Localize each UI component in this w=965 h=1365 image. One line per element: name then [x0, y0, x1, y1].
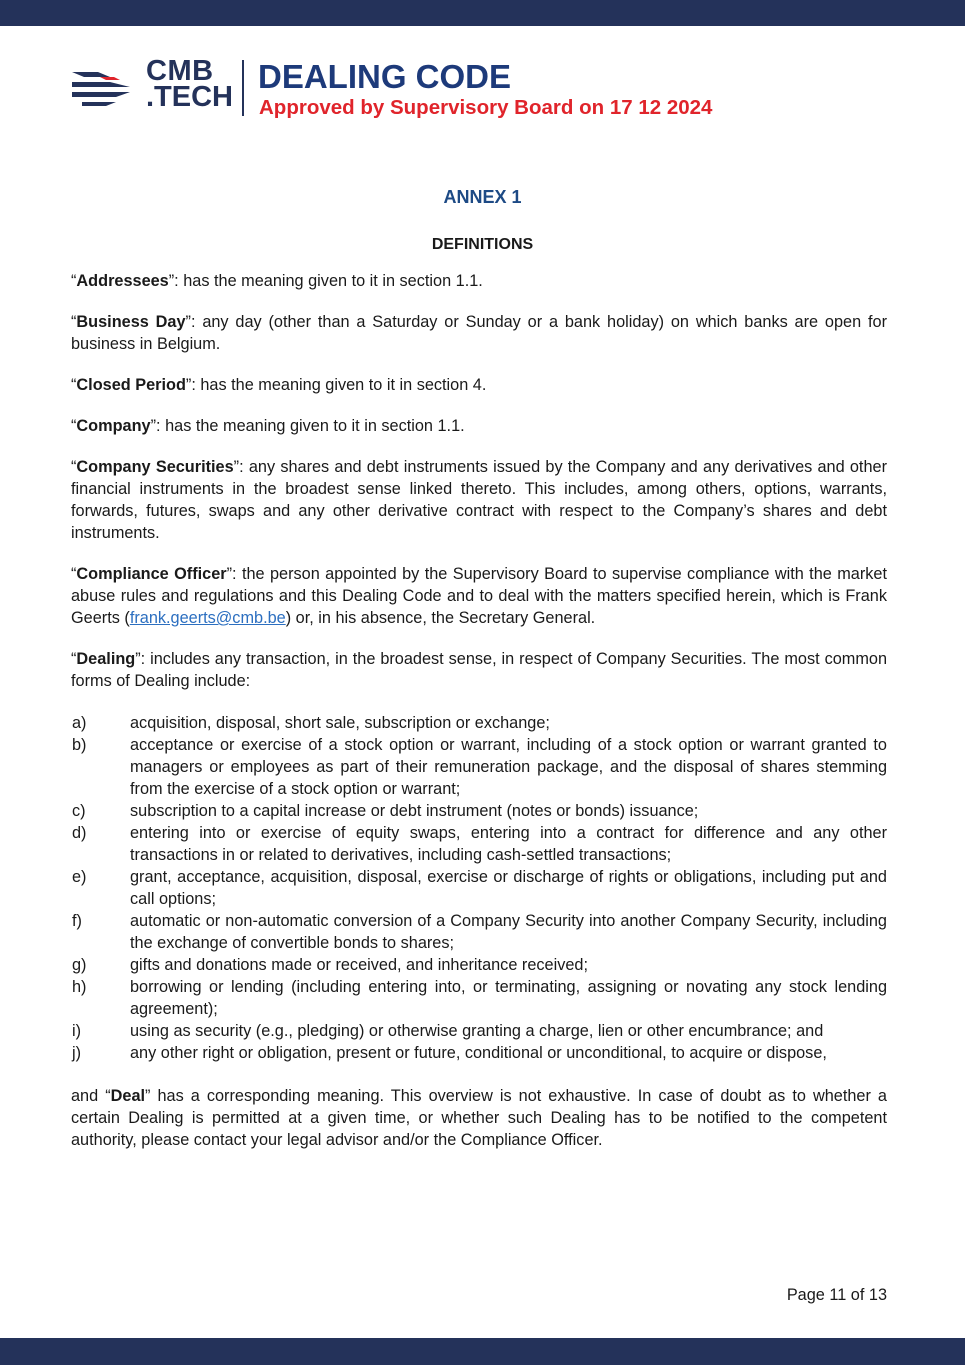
list-item: g) gifts and donations made or received, and inheritance received; — [72, 956, 588, 974]
term: Addressees — [76, 272, 169, 290]
list-marker: i) — [72, 1022, 82, 1040]
annex-title: ANNEX 1 — [443, 187, 522, 207]
compliance-officer-email-link[interactable]: frank.geerts@cmb.be — [129, 609, 286, 627]
logo-wordmark — [146, 55, 233, 113]
top-band — [0, 0, 965, 26]
term: Closed Period — [76, 376, 186, 394]
header-divider — [242, 60, 244, 116]
page-number: Page 11 of 13 — [786, 1286, 887, 1304]
list-marker: a) — [72, 714, 87, 732]
list-item: d) entering into or exercise of equity swaps, entering into a contract for difference and any other transactions in or related to derivatives, including cash-settled transactions; — [72, 824, 887, 864]
definition-compliance-officer: “Compliance Officer”: the person appointed by the Supervisory Board to supervise compliance with the market abuse rules and regulations and this Dealing Code and to deal with the matters specified herein, which is Frank Geerts (frank.geerts@cmb.be) or, in his absence, the Secretary General. — [71, 565, 887, 627]
term: Dealing — [76, 650, 136, 668]
definition-company-securities: “Company Securities”: any shares and debt instruments issued by the Company and any derivatives and other financial instruments in the broadest sense linked thereto. This includes, among others, options, warrants, forwards, futures, swaps and any other derivative contract with respect to the Company’s shares and debt instruments. — [71, 458, 887, 542]
list-item: c) subscription to a capital increase or debt instrument (notes or bonds) issuance; — [72, 802, 699, 820]
term: Compliance Officer — [76, 565, 227, 583]
cmb-tech-logo-icon — [70, 68, 136, 108]
list-marker: d) — [72, 824, 87, 842]
definition-addressees: “Addressees”: has the meaning given to it in section 1.1. — [71, 272, 483, 290]
list-marker: h) — [72, 978, 87, 996]
definition-company: “Company”: has the meaning given to it in section 1.1. — [71, 417, 465, 435]
logo-line2: .TECH — [146, 81, 233, 113]
list-item: h) borrowing or lending (including entering into, or terminating, assigning or novating any stock lending agreement); — [72, 978, 887, 1018]
bottom-band — [0, 1338, 965, 1365]
term: Company Securities — [76, 458, 234, 476]
list-item: f) automatic or non-automatic conversion of a Company Security into another Company Security, including the exchange of convertible bonds to shares; — [72, 912, 887, 952]
list-marker: c) — [72, 802, 86, 820]
list-item: j) any other right or obligation, present or future, conditional or unconditional, to acquire or dispose, — [72, 1044, 827, 1062]
list-marker: f) — [72, 912, 82, 930]
definitions-heading: DEFINITIONS — [431, 236, 534, 253]
logo-line1: CMB — [146, 55, 214, 87]
definition-business-day: “Business Day”: any day (other than a Saturday or Sunday or a bank holiday) on which banks are open for business in Belgium. — [71, 313, 887, 353]
term: Business Day — [76, 313, 186, 331]
definition-dealing: “Dealing”: includes any transaction, in the broadest sense, in respect of Company Securities. The most common forms of Dealing include: — [71, 650, 887, 690]
list-marker: j) — [72, 1044, 82, 1062]
list-item: a) acquisition, disposal, short sale, subscription or exchange; — [72, 714, 550, 732]
list-item: e) grant, acceptance, acquisition, disposal, exercise or discharge of rights or obligations, including put and call options; — [72, 868, 887, 908]
list-item: b) acceptance or exercise of a stock option or warrant, including of a stock option or warrant granted to managers or employees as part of their remuneration package, and the disposal of shares stemming from the exercise of a stock option or warrant; — [72, 736, 887, 798]
definitions-body — [71, 270, 887, 1170]
list-item: i) using as security (e.g., pledging) or otherwise granting a charge, lien or other encumbrance; and — [72, 1022, 824, 1040]
closing-paragraph: and “Deal” has a corresponding meaning. This overview is not exhaustive. In case of doubt as to whether a certain Dealing is permitted at a given time, or whether such Dealing has to be notified to the competent authority, please contact your legal advisor and/or the Compliance Officer. — [71, 1087, 887, 1149]
list-marker: b) — [72, 736, 87, 754]
document-title: DEALING CODE — [258, 58, 512, 95]
list-marker: e) — [72, 868, 87, 886]
term: Company — [76, 417, 151, 435]
dealing-forms-list — [71, 712, 887, 1064]
document-header — [70, 55, 910, 120]
term: Deal — [110, 1087, 146, 1105]
definition-closed-period: “Closed Period”: has the meaning given to it in section 4. — [71, 376, 487, 394]
list-marker: g) — [72, 956, 87, 974]
approval-note: Approved by Supervisory Board on 17 12 2024 — [259, 96, 713, 119]
